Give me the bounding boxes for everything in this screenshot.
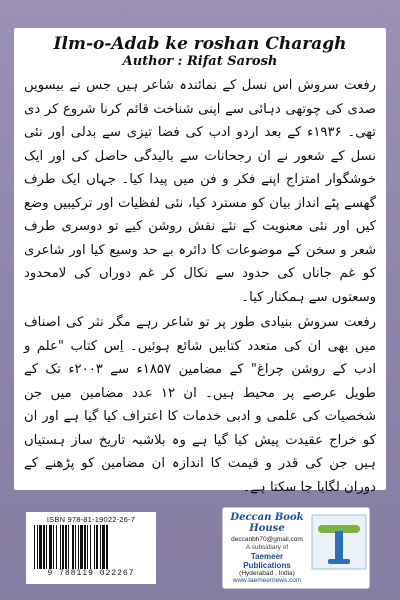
barcode-bar [80,525,83,569]
barcode-bar [96,525,98,569]
author-line: Author : Rifat Sarosh [122,54,278,69]
barcode-bar [60,525,61,569]
blurb-paragraph-2: رفعت سروش بنیادی طور پر تو شاعر رہے مگر نثر کی اصناف میں بھی ان کی متعدد کتابیں شائع ہوئیں۔ اِس کتاب "علم و ادب کے روشن چراغ" کے مضامین ۱۸۵۷ء سے ۲۰۰۳ء تک کے طویل عرصے پر محیط ہیں۔ ان ۱۲ عدد مضامین میں جن شخصیات کی علمی و ادبی خدمات کا اعتراف کیا گیا ہے اور ان کو خراج عقیدت پیش کیا گیا ہے وہ بلاشبہ تاریخ ساز ہستیاں ہیں جن کی قدر و قیمت کا اندازہ ان مضامین کو پڑھنے کے دوران لگایا جا سکتا ہے۔ [24,315,376,495]
barcode-bar [90,525,91,569]
barcode-bar [72,525,74,569]
publisher-email: deccanbh70@gmail.com [231,536,303,543]
barcode-bar [34,525,35,569]
barcode-bar [39,525,42,569]
book-title: Ilm-o-Adab ke roshan Charagh [53,34,347,54]
barcode-bar [46,525,47,569]
barcode-bar [94,525,95,569]
barcode-bar [84,525,86,569]
barcode-bar [53,525,54,569]
subsidiary-label: A subsidiary of [245,544,289,551]
barcode-bar [75,525,76,569]
blurb-paragraph-1: رفعت سروش اس نسل کے نمائندہ شاعر ہیں جس نے بیسویں صدی کی چوتھی دہائی سے اپنی شناخت قائم کرنا شروع کر دی تھی۔ ۱۹۳۶ء کے بعد اردو ادب کی فضا تیزی سے بدلی اور نئی نسل کے شعور نے ان رجحانات سے بالیدگی حاصل کی اور ایک خوشگوار امتزاج اپنے فکر و فن میں پیدا کیا۔ جہاں ایک طرف گھسے پٹے انداز بیان کو مسترد کیا، نئی لفظیات اور ترکیبیں وضع کیں اور نئی معنویت کے نئے نقش روشن کیے تو دوسری طرف شعر و سخن کے موضوعات کا دائرہ بے حد وسیع کیا اور شاعری کو غم جاناں کی حدود سے نکال کر غم دوراں کی لامحدود وسعتوں سے ہمکنار کیا۔ [24,78,376,305]
isbn-text: ISBN 978-81-19022-26-7 [46,515,136,524]
barcode-bar [37,525,38,569]
barcode-bar [87,525,88,569]
barcode-bar [49,525,52,569]
barcode-bar [78,525,79,569]
barcode-digits: 9 788119 022267 [47,569,135,578]
parent-publisher: Taemeer Publications [243,552,291,570]
publisher-logo-icon [310,513,368,571]
publisher-website: www.taemeernews.com [232,577,302,584]
barcode-bar [43,525,45,569]
barcode-bar [102,525,105,569]
publisher-name: Deccan Book House [230,512,304,534]
blurb-text [24,74,376,499]
barcode-bar [68,525,69,569]
barcode-bar [56,525,57,569]
barcode-bar [106,525,108,569]
barcode-block [26,512,156,584]
barcode-bar [100,525,101,569]
publisher-location: (Hyderabad , India) [239,570,295,577]
barcode-bar [65,525,67,569]
blurb-panel [14,28,386,495]
barcode-bar [62,525,64,569]
barcode-bars [32,525,150,569]
